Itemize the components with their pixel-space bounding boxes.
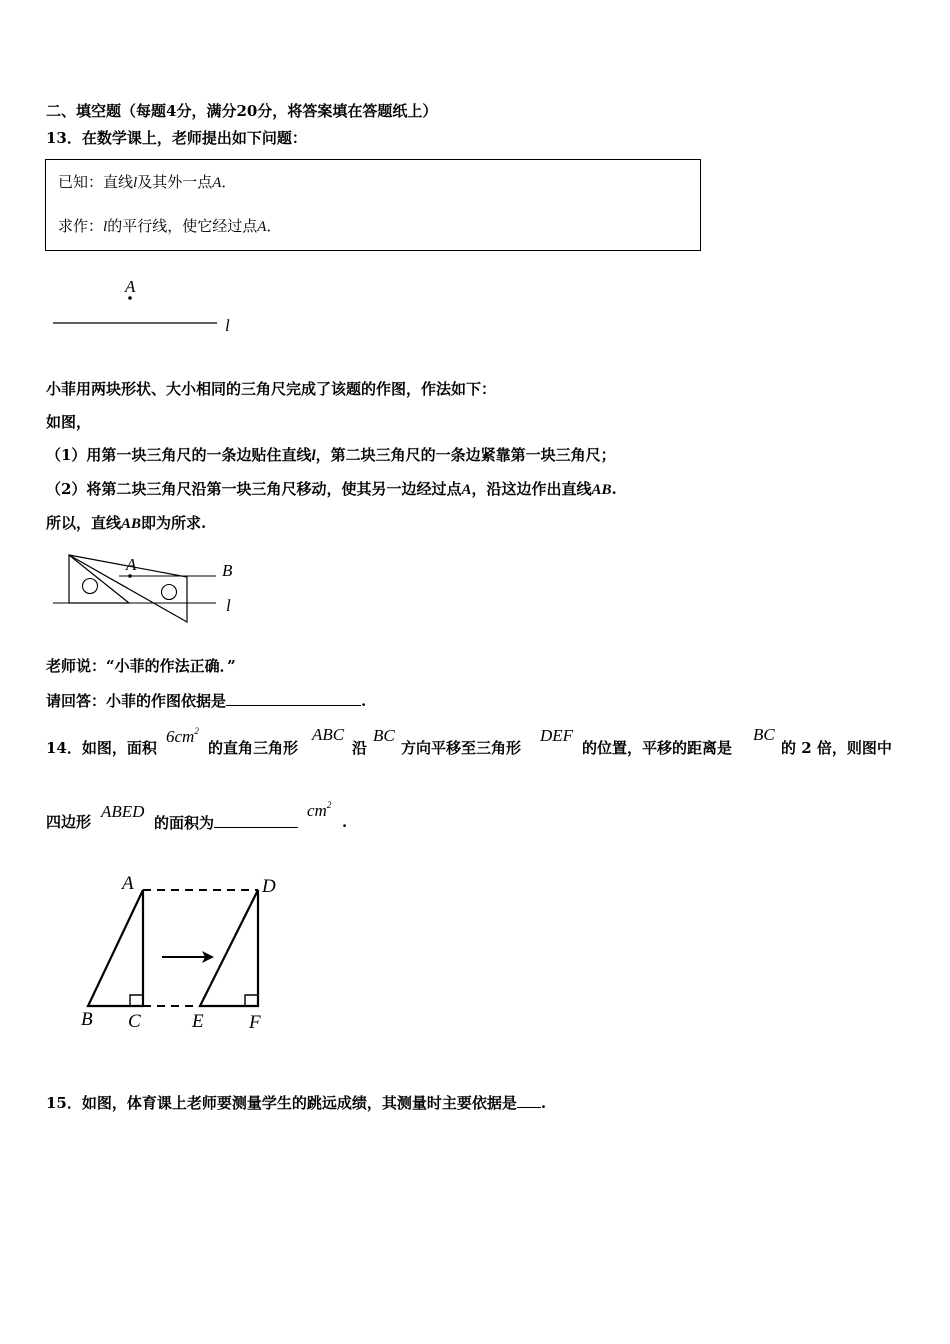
q14-line2-mid: 的面积为 bbox=[154, 814, 215, 832]
fig3-label-b: B bbox=[81, 1009, 93, 1030]
answer-blank-13[interactable] bbox=[226, 691, 361, 706]
q13-step1 bbox=[46, 446, 616, 465]
fig2-label-b: B bbox=[222, 561, 233, 580]
q14-line2-prefix: 四边形 bbox=[46, 813, 92, 831]
known-end: ． bbox=[221, 173, 237, 191]
answer-blank-15[interactable] bbox=[517, 1093, 541, 1108]
q14-line1 bbox=[46, 739, 157, 757]
problem-box bbox=[45, 159, 701, 251]
q15 bbox=[46, 1093, 546, 1112]
q13-as-shown: 如图， bbox=[46, 413, 92, 431]
q14-p5: 的位置，平移的距离是 bbox=[582, 739, 733, 757]
section-title: 二、填空题（每题4分，满分20分，将答案填在答题纸上） bbox=[46, 102, 438, 120]
q13-ask bbox=[46, 691, 366, 710]
set-square-2-hole bbox=[162, 585, 177, 600]
problem-known bbox=[58, 171, 236, 192]
fig3-label-d: D bbox=[262, 876, 276, 897]
q13-number: 13． bbox=[46, 129, 82, 147]
step2-prefix: （2）将第二块三角尺沿第一块三角尺移动，使其另一边经过点 bbox=[46, 480, 462, 498]
fig3-label-f: F bbox=[249, 1012, 261, 1033]
step2-end: . bbox=[611, 480, 617, 498]
q15-number: 15． bbox=[46, 1094, 82, 1112]
q14-p2: 的直角三角形 bbox=[208, 739, 299, 757]
problem-ask bbox=[58, 215, 281, 236]
triangle-abc bbox=[88, 890, 143, 1006]
fig3-label-c: C bbox=[128, 1011, 141, 1032]
q13-stem bbox=[46, 129, 307, 147]
known-mid: 及其外一点 bbox=[137, 173, 213, 191]
q13-intro: 小菲用两块形状、大小相同的三角尺完成了该题的作图，作法如下： bbox=[46, 380, 497, 398]
step2-line: AB bbox=[591, 482, 612, 498]
ask-prefix: 求作： bbox=[58, 217, 104, 235]
conclusion-prefix: 所以，直线 bbox=[46, 514, 122, 532]
q14-p6 bbox=[781, 739, 892, 757]
right-angle-f bbox=[245, 995, 258, 1006]
ask-end: ． bbox=[266, 217, 282, 235]
q14-tri2: DEF bbox=[540, 726, 574, 745]
q14-p4: 方向平移至三角形 bbox=[401, 739, 522, 757]
step1-suffix: ，第二块三角尺的一条边紧靠第一块三角尺； bbox=[315, 446, 616, 464]
fig1-label-l: l bbox=[225, 316, 230, 335]
fig2-label-a: A bbox=[126, 555, 137, 574]
ask-point: A bbox=[257, 219, 267, 235]
q14-p7: 倍，则图中 bbox=[816, 739, 892, 757]
ask-text: 请回答：小菲的作图依据是 bbox=[46, 692, 227, 710]
q14-p1: 如图，面积 bbox=[81, 739, 157, 757]
q14-line2 bbox=[154, 813, 298, 832]
q14-dist: BC bbox=[753, 725, 775, 744]
q14-area bbox=[166, 726, 199, 747]
fig2-label-l: l bbox=[226, 596, 231, 615]
q14-quad: ABED bbox=[101, 802, 145, 821]
known-var: l bbox=[133, 175, 138, 191]
step2-var: A bbox=[461, 482, 472, 498]
q14-times: 2 bbox=[801, 739, 812, 757]
q14-p6-text: 的 bbox=[781, 739, 797, 757]
q14-area-value: 6cm bbox=[166, 727, 195, 746]
q13-conclusion bbox=[46, 514, 206, 533]
answer-blank-14[interactable] bbox=[214, 813, 298, 828]
fig3-label-a: A bbox=[122, 873, 134, 894]
fig1-label-a: A bbox=[125, 277, 136, 296]
triangle-def bbox=[200, 890, 258, 1006]
q14-dir: BC bbox=[373, 726, 395, 745]
conclusion-line: AB bbox=[121, 516, 142, 532]
step1-prefix: （1）用第一块三角尺的一条边贴住直线 bbox=[46, 446, 312, 464]
q14-unit-sup: 2 bbox=[326, 800, 332, 810]
q14-p3: 沿 bbox=[352, 739, 368, 757]
q15-text: 如图，体育课上老师要测量学生的跳远成绩，其测量时主要依据是 bbox=[81, 1094, 517, 1112]
q14-tri1: ABC bbox=[312, 725, 345, 744]
q13-teacher: 老师说：“小菲的作法正确．” bbox=[46, 657, 236, 675]
known-prefix: 已知：直线 bbox=[58, 173, 134, 191]
step1-var: l bbox=[311, 448, 316, 464]
ask-mid: 的平行线，使它经过点 bbox=[107, 217, 258, 235]
fig3-label-e: E bbox=[192, 1011, 204, 1032]
q14-number: 14． bbox=[46, 739, 82, 757]
right-angle-c bbox=[130, 995, 143, 1006]
ask-var: l bbox=[103, 219, 108, 235]
arrow-head bbox=[202, 951, 214, 963]
q14-unit bbox=[307, 800, 331, 821]
q13-step2 bbox=[46, 480, 617, 499]
known-point: A bbox=[212, 175, 222, 191]
conclusion-suffix: 即为所求. bbox=[141, 514, 207, 532]
set-square-1-hole bbox=[83, 579, 98, 594]
q14-area-sup: 2 bbox=[194, 726, 199, 736]
q15-end: . bbox=[540, 1094, 547, 1112]
q14-line2-end: . bbox=[342, 813, 348, 831]
ask-end-mark: . bbox=[361, 692, 367, 710]
q13-stem-text: 在数学课上，老师提出如下问题： bbox=[81, 129, 307, 147]
step2-mid: ，沿这边作出直线 bbox=[471, 480, 592, 498]
q14-unit-value: cm bbox=[307, 801, 327, 820]
set-square-1 bbox=[69, 555, 129, 603]
